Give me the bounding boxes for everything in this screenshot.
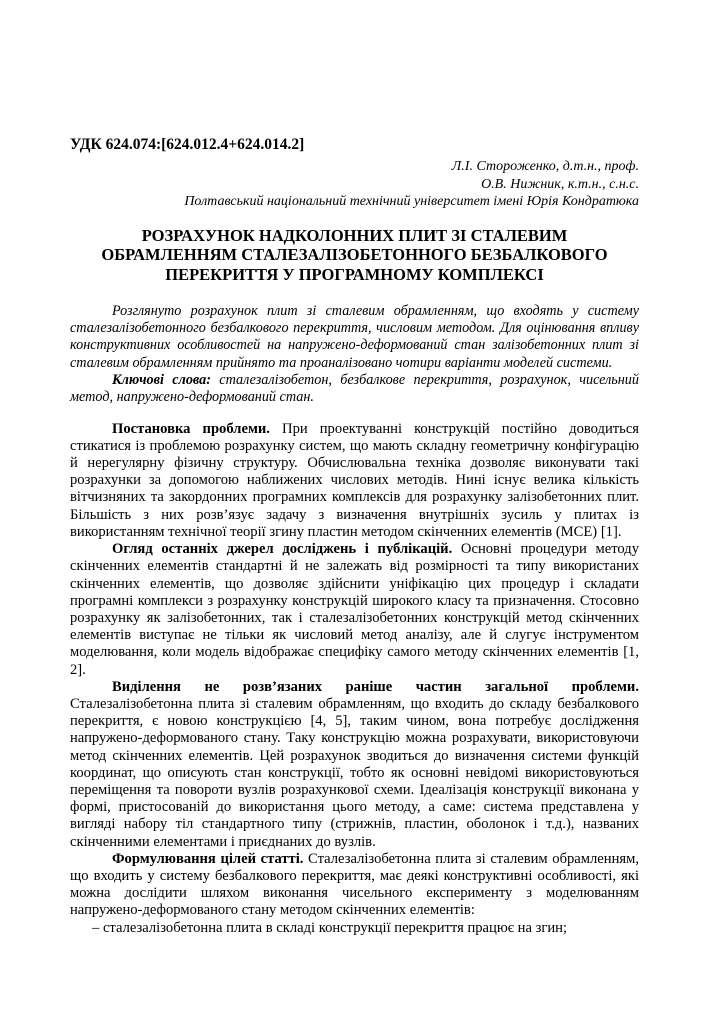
- keywords-label: Ключові слова:: [112, 372, 211, 389]
- section-heading: Формулювання цілей статті.: [112, 850, 304, 867]
- section-text: Основні процедури методу скінченних елементів стандартні й не залежать від розмірності та типу використаних скінченних елементів, що дозволяє здійснити уніфікацію цих процедур і складати програмні комплекси з розрахунку конструкцій широкого класу та призначення. Стосовно розрахунку як залізобетонних, так і сталезалізобетонних конструкцій метод скінченних елементів виступає не тільки як числовий метод аналізу, але й слугує інструментом моделювання, коли модель відображає специфіку самого методу скінченних елементів [1, 2].: [70, 541, 639, 678]
- keywords: [70, 372, 639, 407]
- section-heading: Постановка проблеми.: [112, 420, 270, 437]
- section-goals: [70, 851, 639, 920]
- section-unsolved: [70, 679, 639, 851]
- section-problem: [70, 421, 639, 541]
- author-2: О.В. Нижник, к.т.н., с.н.с.: [481, 176, 639, 192]
- section-text: Сталезалізобетонна плита зі сталевим обрамленням, що входить до складу безбалкового перекриття, є новою конструкцією [4, 5], таким чином, вона потребує дослідження напружено-деформованого стану. Таку конструкцію можна розрахувати, використовуючи метод скінченних елементів. Цей розрахунок зводиться до визначення системи функцій координат, що описують стан конструкції, тобто як основні невідомі використовуються переміщення та повороти вузлів розрахункової схеми. Ідеалізація конструкції виконана у формі, пристосованій до використання цього методу, а саме: система представлена у вигляді набору тіл стандартного типу (стрижнів, пластин, оболонок і т.д.), названих скінченними елементами і приєднаних до вузлів.: [70, 695, 639, 850]
- section-text: Сталезалізобетонна плита зі сталевим обрамленням, що входить у систему безбалкового перекриття, має деякі конструктивні особливості, які можна дослідити шляхом виконання чисельного експерименту з моделюванням напружено-деформованого стану методом скінченних елементів:: [70, 850, 639, 919]
- section-text: При проектуванні конструкцій постійно доводиться стикатися із проблемою розрахунку систем, що мають складну геометричну конфігурацію й нерегулярну фізичну структуру. Обчислювальна техніка дозволяє виконувати такі розрахунки за допомогою наближених числових методів. Нині існує велика кількість вітчизняних та закордонних програмних комплексів для розрахунку залізобетонних плит. Більшість з них розв’язує задачу з визначення внутрішніх зусиль у плитах із використанням технічної теорії згину пластин методом скінченних елементів (МСЕ) [1].: [70, 420, 640, 540]
- document-page: [70, 136, 639, 937]
- udk-code: УДК 624.074:[624.012.4+624.014.2]: [70, 136, 305, 153]
- title-line: ОБРАМЛЕННЯМ СТАЛЕЗАЛІЗОБЕТОННОГО БЕЗБАЛКОВОГО: [101, 245, 608, 265]
- abstract: Розглянуто розрахунок плит зі сталевим обрамленням, що входять у систему сталезалізобетонного безбалкового перекриття, числовим методом. Для оцінювання впливу конструктивних особливостей на напружено-деформований стан залізобетонних плит зі сталевим обрамленням прийнято та проаналізовано чотири варіанти моделей системи.: [70, 302, 639, 371]
- title-line: ПЕРЕКРИТТЯ У ПРОГРАМНОМУ КОМПЛЕКСІ: [165, 265, 544, 285]
- section-heading: Огляд останніх джерел досліджень і публікацій.: [112, 541, 453, 558]
- keywords-text: сталезалізобетон, безбалкове перекриття, розрахунок, чисельний метод, напружено-деформований стан.: [70, 372, 639, 406]
- section-heading: Виділення не розв’язаних раніше частин загальної проблеми.: [112, 678, 639, 695]
- author-1: Л.І. Стороженко, д.т.н., проф.: [451, 159, 639, 174]
- affiliation: Полтавський національний технічний університет імені Юрія Кондратюка: [184, 194, 639, 209]
- title-line: РОЗРАХУНОК НАДКОЛОННИХ ПЛИТ ЗІ СТАЛЕВИМ: [141, 225, 568, 245]
- list-item: – сталезалізобетонна плита в складі конструкції перекриття працює на згин;: [92, 919, 568, 936]
- section-review: [70, 541, 639, 679]
- paper-title: [70, 226, 639, 285]
